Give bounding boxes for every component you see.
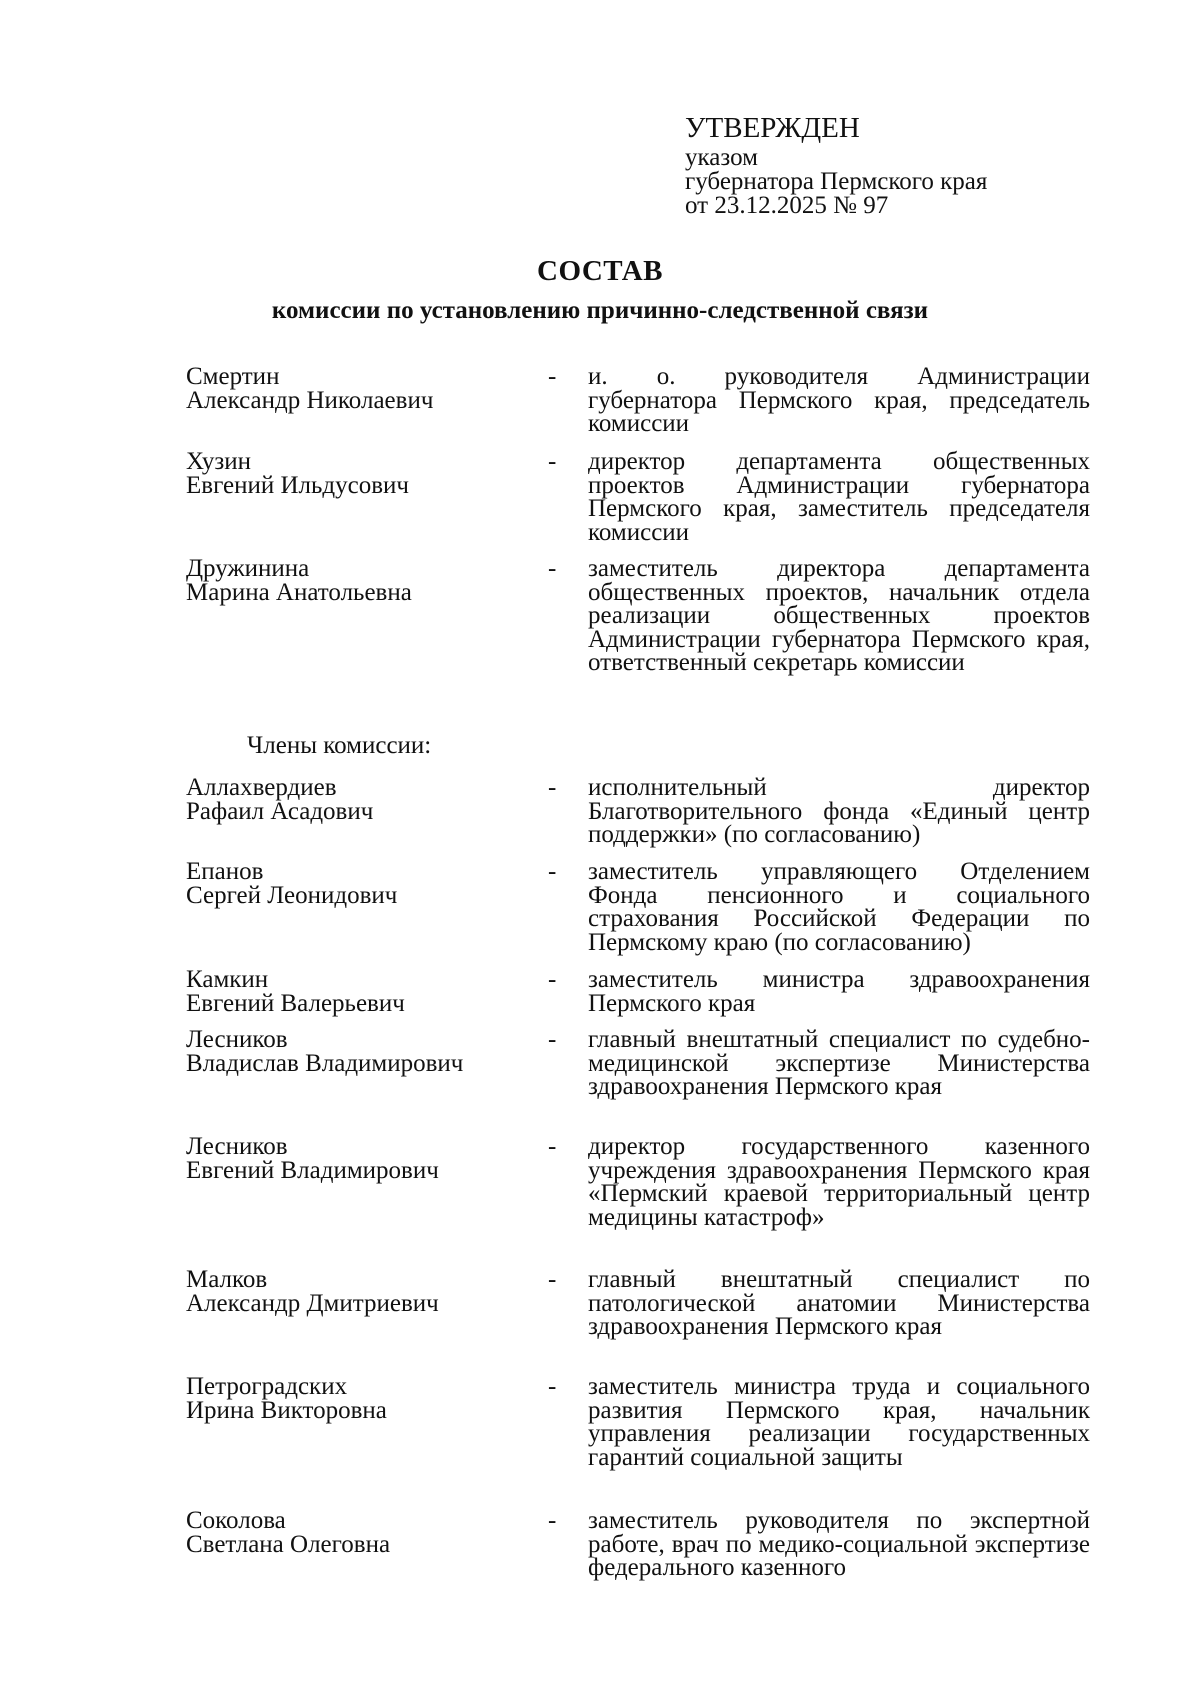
- person-given-name: Марина Анатольевна: [186, 578, 412, 606]
- person-surname: Смертин: [186, 363, 280, 390]
- person-surname: Дружинина: [186, 555, 310, 582]
- dash-separator: -: [548, 555, 557, 582]
- person-role: заместитель директора департамента общественных проектов, начальник отдела реализации общественных проектов Администрации губернатора Пермского края, ответственный секретарь комиссии: [588, 555, 1090, 676]
- person-surname: Лесников: [186, 1133, 288, 1160]
- person-role: исполнительный директор Благотворительного фонда «Единый центр поддержки» (по согласованию): [588, 774, 1090, 848]
- person-given-name: Владислав Владимирович: [186, 1049, 464, 1077]
- person-role: заместитель министра здравоохранения Пермского края: [588, 966, 1090, 1017]
- approval-line-decree: указом: [685, 144, 758, 171]
- person-surname: Петроградских: [186, 1373, 348, 1400]
- person-given-name: Евгений Владимирович: [186, 1156, 439, 1184]
- dash-separator: -: [548, 1507, 557, 1534]
- person-role: заместитель управляющего Отделением Фонда пенсионного и социального страхования Российской Федерации по Пермскому краю (по согласованию): [588, 858, 1090, 956]
- dash-separator: -: [548, 363, 557, 390]
- person-given-name: Светлана Олеговна: [186, 1530, 391, 1558]
- person-surname: Малков: [186, 1266, 268, 1293]
- dash-separator: -: [548, 1266, 557, 1293]
- dash-separator: -: [548, 1133, 557, 1160]
- person-name: [186, 1028, 546, 1075]
- person-role: заместитель руководителя по экспертной работе, врач по медико-социальной экспертизе федерального казенного: [588, 1507, 1090, 1581]
- person-name: [186, 1375, 546, 1422]
- person-surname: Соколова: [186, 1507, 286, 1534]
- dash-separator: -: [548, 1026, 557, 1053]
- approval-line-date: от 23.12.2025 № 97: [685, 192, 889, 219]
- document-title: СОСТАВ: [537, 255, 663, 287]
- person-role: и. о. руководителя Администрации губернатора Пермского края, председатель комиссии: [588, 363, 1090, 437]
- person-given-name: Ирина Викторовна: [186, 1396, 387, 1424]
- person-given-name: Александр Николаевич: [186, 386, 434, 414]
- document-subtitle: комиссии по установлению причинно-следственной связи: [271, 297, 929, 324]
- dash-separator: -: [548, 858, 557, 885]
- person-given-name: Евгений Валерьевич: [186, 989, 405, 1017]
- approval-stamp: [685, 112, 987, 218]
- dash-separator: -: [548, 774, 557, 801]
- person-role: директор департамента общественных проектов Администрации губернатора Пермского края, заместитель председателя комиссии: [588, 448, 1090, 546]
- person-name: [186, 365, 546, 412]
- person-name: [186, 450, 546, 497]
- person-surname: Хузин: [186, 448, 251, 475]
- person-surname: Епанов: [186, 858, 264, 885]
- person-role: главный внештатный специалист по патологической анатомии Министерства здравоохранения Пермского края: [588, 1266, 1090, 1340]
- person-name: [186, 968, 546, 1015]
- approval-heading: УТВЕРЖДЕН: [685, 112, 860, 144]
- person-surname: Лесников: [186, 1026, 288, 1053]
- dash-separator: -: [548, 966, 557, 993]
- approval-line-governor: губернатора Пермского края: [685, 168, 988, 195]
- person-given-name: Сергей Леонидович: [186, 881, 398, 909]
- dash-separator: -: [548, 448, 557, 475]
- person-role: главный внештатный специалист по судебно-медицинской экспертизе Министерства здравоохранения Пермского края: [588, 1026, 1090, 1100]
- person-name: [186, 1509, 546, 1556]
- person-role: директор государственного казенного учреждения здравоохранения Пермского края «Пермский краевой территориальный центр медицины катастроф»: [588, 1133, 1090, 1231]
- person-given-name: Александр Дмитриевич: [186, 1289, 439, 1317]
- person-name: [186, 860, 546, 907]
- members-heading: Члены комиссии:: [247, 732, 432, 759]
- person-given-name: Евгений Ильдусович: [186, 471, 409, 499]
- person-role: заместитель министра труда и социального развития Пермского края, начальник управления реализации государственных гарантий социальной защиты: [588, 1373, 1090, 1471]
- person-given-name: Рафаил Асадович: [186, 797, 374, 825]
- person-name: [186, 776, 546, 823]
- person-name: [186, 1268, 546, 1315]
- person-surname: Аллахвердиев: [186, 774, 337, 801]
- person-name: [186, 1135, 546, 1182]
- person-name: [186, 557, 546, 604]
- person-surname: Камкин: [186, 966, 269, 993]
- dash-separator: -: [548, 1373, 557, 1400]
